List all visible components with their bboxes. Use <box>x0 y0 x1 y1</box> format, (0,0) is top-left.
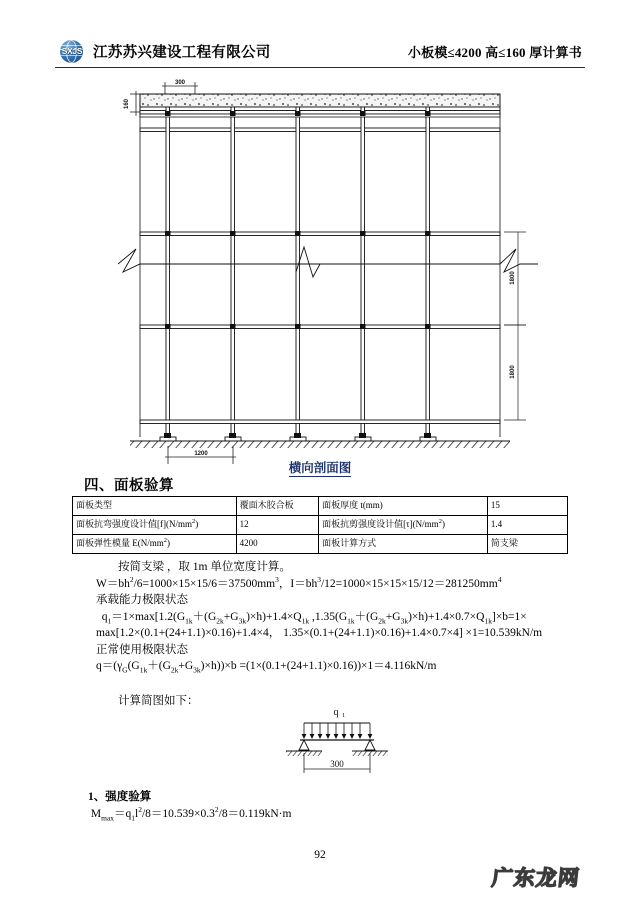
dimension-slab-thickness: 160 <box>124 98 130 110</box>
section-heading: 四、面板验算 <box>84 478 174 494</box>
beam-load-label: q <box>333 707 339 718</box>
dimension-right-upper: 1800 <box>510 271 516 285</box>
table-cell-value: 1.4 <box>487 516 567 535</box>
logo-mark-text: SXJS <box>61 46 83 56</box>
dimension-bottom-span: 1200 <box>194 451 208 457</box>
header-company-block <box>55 39 271 63</box>
text-line-assumption: 按简支梁 ，取 1m 单位宽度计算。 <box>118 561 291 573</box>
table-row <box>73 497 568 516</box>
table-cell-value: 简支梁 <box>487 535 567 554</box>
table-cell-label: 面板计算方式 <box>319 535 488 554</box>
text-line-serviceability-state: 正常使用极限状态 <box>96 643 188 656</box>
table-cell-value: 覆面木胶合板 <box>236 497 318 516</box>
table-cell-label: 面板弹性模量 $E(N/mm^2)$ <box>73 535 237 554</box>
dimension-top-span: 300 <box>174 80 186 86</box>
table-cell-label: 面板类型 <box>73 497 237 516</box>
text-line-section-modulus: $W=bh^2/6=1000\times 15\times 15/6=37500mm^3$，$I=bh^3/12=1000\times 15\times 15\times 15/12=281250mm^4$ <box>96 574 502 590</box>
globe-logo-icon <box>55 39 89 63</box>
text-line-q1-formula-a: $q_1=1\times\max[1.2(G_{1k}+(G_{2k}+G_{3k})\times h)+1.4\times Q_{1k}$ $,1.35(G_{1k}+(G_{2k}+G_{3k})\times h)+1.4\times 0.7\times Q_{1k}]\times b=1\times$ <box>96 610 527 625</box>
table-row <box>73 516 568 535</box>
beam-load-diagram <box>272 703 402 779</box>
company-name: 江苏苏兴建设工程有限公司 <box>93 44 271 61</box>
svg-text:1: 1 <box>342 712 346 719</box>
text-line-ultimate-state: 承载能力极限状态 <box>96 594 188 606</box>
table-cell-value: 12 <box>236 516 318 535</box>
beam-span-label: 300 <box>330 759 344 769</box>
figure-caption-text: 横向剖面图 <box>288 461 352 475</box>
document-title: 小板模≤4200 高≤160 厚计算书 <box>407 44 582 60</box>
strength-check-title: 1、强度验算 <box>88 791 152 803</box>
table-row <box>73 535 568 554</box>
table-cell-label: 面板抗剪强度设计值$[\tau](N/mm^2)$ <box>319 516 488 535</box>
page-number: 92 <box>314 849 326 861</box>
text-line-q1-formula-b: max[1.2×(0.1+(24+1.1)×0.16)+1.4×4， 1.35×(0.1+(24+1.1)×0.16)+1.4×0.7×4] ×1=10.539kN/m <box>96 627 543 639</box>
header-divider <box>55 67 585 68</box>
transverse-section-drawing <box>118 72 538 467</box>
table-cell-value: 4200 <box>236 535 318 554</box>
page-header <box>55 36 582 66</box>
table-cell-value: 15 <box>487 497 567 516</box>
strength-check-block <box>88 789 291 823</box>
dimension-right-lower: 1800 <box>510 365 516 379</box>
panel-parameters-table <box>72 496 568 554</box>
text-line-q-formula: $q=(\gamma_G(G_{1k}+(G_{2k}+G_{3k})\times h))\times b =(1\times(0.1+(24+1.1)\times 0.16))\times 1=4.116kN/m$ <box>96 660 437 675</box>
strength-check-formula: $M_{max}=q_1l^2/8=10.539\times 0.3^2/8=0.119kN\cdot m$ <box>88 805 292 823</box>
text-line-diagram-note: 计算简图如下： <box>118 695 199 707</box>
calculation-body <box>96 559 578 675</box>
table-cell-label: 面板抗弯强度设计值$[f](N/mm^2)$ <box>73 516 237 535</box>
table-cell-label: 面板厚度 t(mm) <box>319 497 488 516</box>
watermark: 广东龙网 <box>490 866 582 890</box>
